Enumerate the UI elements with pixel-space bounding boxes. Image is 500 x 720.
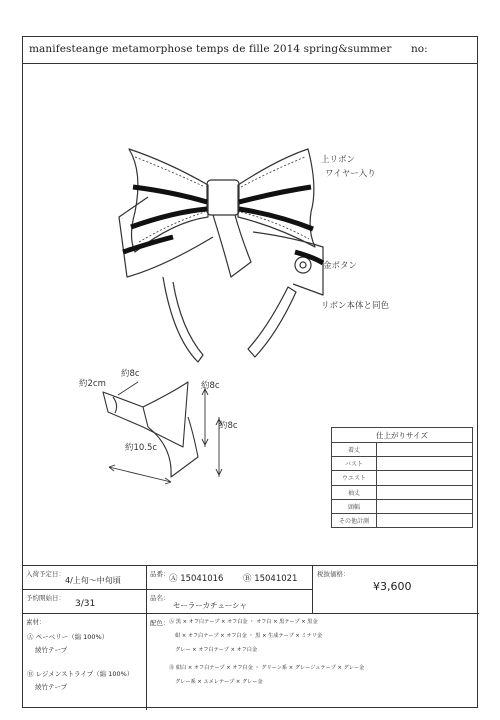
annotation-ribbon-wire: ワイヤー入り — [325, 169, 376, 179]
material-b-sub: 綾竹テープ — [35, 683, 68, 691]
arrival-value: 4/上旬～中旬頃 — [65, 576, 121, 585]
spec-sheet — [22, 36, 478, 708]
table-row: 頭幅 — [332, 499, 473, 513]
price-cell: 税抜価格： ¥3,600 — [313, 566, 479, 614]
table-row: バスト — [332, 457, 473, 471]
color-cell: 配色： Ⓐ 黒 × オフ白テープ × オフ白金 ・ オフ白 × 黒テープ × 黒金 紺 × オフ白テープ × オフ白金 ・ 黒 × 生成テープ × ミナリ金 グレー × オフ白テープ × オフ白金 Ⓑ 紺白 × オフ白テープ × オフ白金 ・ グリーン系 × グレージュテープ × グレー金 グレー系 × ユメレテープ × グレー金 — [150, 619, 365, 685]
order-start-cell: 予約開始日： 3/31 — [23, 590, 147, 614]
spec-block — [23, 565, 477, 710]
side-view-bow — [103, 382, 188, 447]
color-a1: Ⓐ 黒 × オフ白テープ × オフ白金 ・ オフ白 × 黒テープ × 黒金 — [169, 619, 318, 625]
annotation-band: リボン本体と同色 — [321, 301, 390, 311]
price-value: ¥3,600 — [373, 580, 412, 593]
headband-drawing — [163, 277, 203, 362]
table-row: 着丈 — [332, 443, 473, 457]
color-a2: 紺 × オフ白テープ × オフ白金 ・ 黒 × 生成テープ × ミナリ金 — [175, 633, 323, 639]
table-row: ウエスト — [332, 471, 473, 485]
order-start-value: 3/31 — [75, 599, 96, 609]
item-name-cell: 品名： セーラーカチューシャ — [147, 590, 313, 614]
header-no-label: no: — [411, 43, 428, 55]
annotation-width-left: 約8c — [121, 369, 140, 379]
arrival-cell: 入荷予定日： 4/上旬～中旬頃 — [23, 566, 147, 590]
material-a-sub: 綾竹テープ — [35, 646, 68, 654]
annotation-button: 金ボタン — [323, 261, 358, 271]
material-cell: 素材： Ⓐ ペーベリー（綿 100%） 綾竹テープ Ⓑ レジメンストライプ（綿 100%） 綾竹テープ — [23, 614, 147, 710]
color-b1: Ⓑ 紺白 × オフ白テープ × オフ白金 ・ グリーン系 × グレージュテープ × グレー金 — [169, 665, 365, 671]
color-a3: グレー × オフ白テープ × オフ白金 — [175, 647, 258, 653]
annotation-height-left: 約2cm — [79, 379, 106, 389]
annotation-ribbon-top: 上リボン — [321, 155, 356, 165]
bow-knot — [207, 180, 239, 215]
finished-size-table — [331, 427, 473, 528]
material-b: Ⓑ レジメンストライプ（綿 100%） — [27, 670, 134, 678]
header-title: manifesteange metamorphose temps de fille 2014 spring&summer — [29, 43, 392, 55]
gold-button-drawing — [295, 257, 311, 273]
size-table-title: 仕上がりサイズ — [332, 428, 473, 443]
annotation-length-bottom: 約10.5c — [125, 443, 158, 453]
annotation-depth-a: 約8c — [201, 381, 220, 391]
material-a: Ⓐ ペーベリー（綿 100%） — [27, 633, 109, 641]
table-row: その他計測 — [332, 513, 473, 527]
item-name-value: セーラーカチューシャ — [173, 601, 248, 610]
color-b2: グレー系 × ユメレテープ × グレー金 — [175, 679, 263, 685]
item-no-a: Ⓐ 15041016 — [169, 574, 224, 584]
item-no-b: Ⓑ 15041021 — [243, 574, 298, 584]
annotation-depth-b: 約8c — [219, 421, 238, 431]
item-no-cell: 品番： Ⓐ 15041016 Ⓑ 15041021 — [147, 566, 313, 590]
table-row: 袖丈 — [332, 485, 473, 499]
